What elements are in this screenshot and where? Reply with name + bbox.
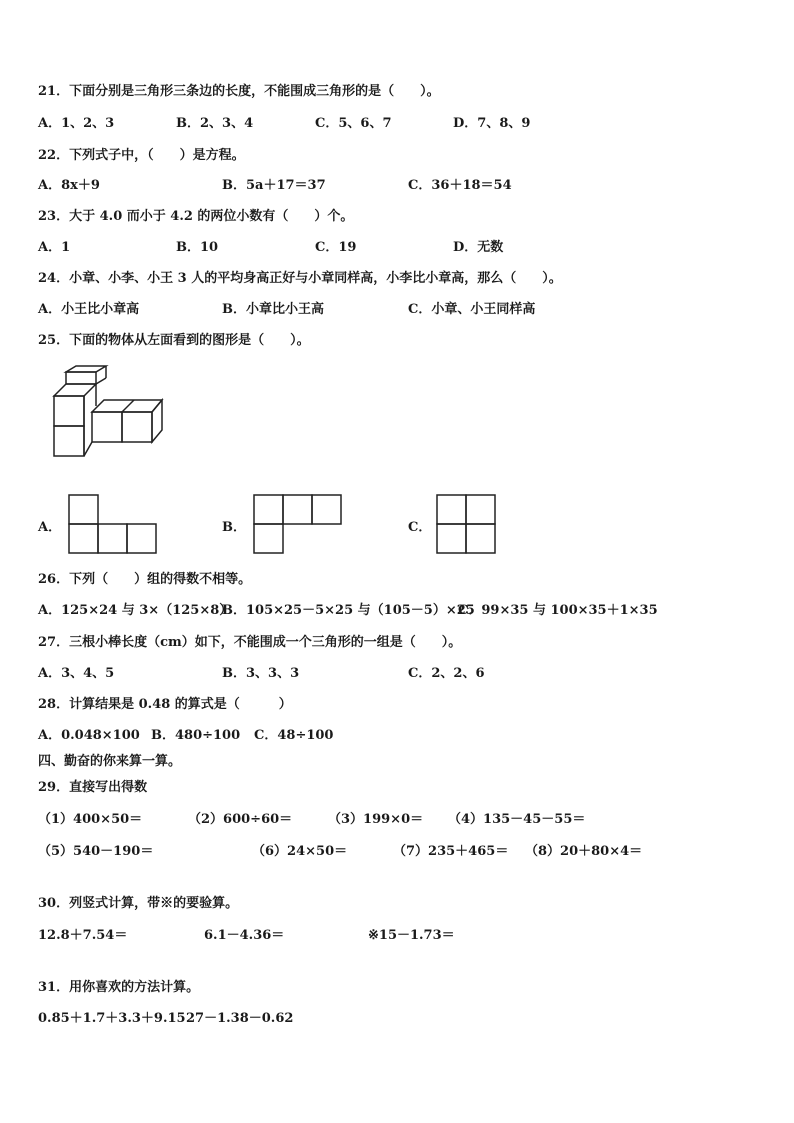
- q24-option-a[interactable]: A．小王比小章高: [38, 302, 140, 317]
- q25-option-b-figure[interactable]: [253, 494, 343, 554]
- q28-option-a[interactable]: A．0.048×100: [38, 728, 140, 743]
- q25-option-c-figure[interactable]: [436, 494, 496, 554]
- q21-stem: 21．下面分别是三角形三条边的长度，不能围成三角形的是（ ）。: [38, 84, 440, 99]
- q26-option-a[interactable]: A．125×24 与 3×（125×8）: [38, 603, 233, 618]
- q24-option-c[interactable]: C．小章、小王同样高: [408, 302, 536, 317]
- q25-option-a-label[interactable]: A．: [38, 520, 62, 535]
- q27-stem: 27．三根小棒长度（cm）如下，不能围成一个三角形的一组是（ ）。: [38, 635, 462, 650]
- q23-stem: 23．大于 4.0 而小于 4.2 的两位小数有（ ）个。: [38, 209, 354, 224]
- q30-stem: 30．列竖式计算，带※的要验算。: [38, 896, 239, 911]
- q28-option-c[interactable]: C．48÷100: [254, 728, 334, 743]
- q26-stem: 26．下列（ ）组的得数不相等。: [38, 572, 252, 587]
- q31-item-2: 27－1.38－0.62: [186, 1011, 294, 1026]
- q31-item-1: 0.85＋1.7＋3.3＋9.15: [38, 1011, 186, 1026]
- q25-object-figure: [50, 366, 165, 458]
- q27-option-a[interactable]: A．3、4、5: [38, 666, 115, 681]
- q28-option-b[interactable]: B．480÷100: [151, 728, 241, 743]
- q26-option-b[interactable]: B．105×25－5×25 与（105－5）×25: [222, 603, 475, 618]
- q23-option-c[interactable]: C．19: [315, 240, 357, 255]
- q21-option-d[interactable]: D．7、8、9: [453, 116, 531, 131]
- q21-option-b[interactable]: B．2、3、4: [176, 116, 254, 131]
- q29-item-2: （2）600÷60＝: [188, 812, 293, 827]
- q25-option-b-label[interactable]: B．: [222, 520, 246, 535]
- q23-option-b[interactable]: B．10: [176, 240, 219, 255]
- q22-option-a[interactable]: A．8x＋9: [38, 178, 100, 193]
- q29-item-5: （5）540－190＝: [38, 844, 154, 859]
- q29-item-4: （4）135－45－55＝: [448, 812, 586, 827]
- q26-option-c[interactable]: C．99×35 与 100×35＋1×35: [458, 603, 658, 618]
- q29-item-7: （7）235＋465＝: [393, 844, 509, 859]
- q27-option-b[interactable]: B．3、3、3: [222, 666, 300, 681]
- q22-stem: 22．下列式子中，（ ）是方程。: [38, 148, 245, 163]
- q22-option-c[interactable]: C．36＋18＝54: [408, 178, 512, 193]
- q21-option-c[interactable]: C．5、6、7: [315, 116, 392, 131]
- section-4-title: 四、勤奋的你来算一算。: [38, 754, 182, 769]
- q29-stem: 29．直接写出得数: [38, 780, 148, 795]
- q30-item-1: 12.8＋7.54＝: [38, 928, 128, 943]
- q22-option-b[interactable]: B．5a＋17＝37: [222, 178, 326, 193]
- q29-item-3: （3）199×0＝: [328, 812, 424, 827]
- q25-option-a-figure[interactable]: [68, 494, 158, 554]
- q25-stem: 25．下面的物体从左面看到的图形是（ ）。: [38, 333, 310, 348]
- q29-item-6: （6）24×50＝: [252, 844, 348, 859]
- q24-option-b[interactable]: B．小章比小王高: [222, 302, 324, 317]
- q29-item-1: （1）400×50＝: [38, 812, 143, 827]
- q31-stem: 31．用你喜欢的方法计算。: [38, 980, 200, 995]
- q27-option-c[interactable]: C．2、2、6: [408, 666, 485, 681]
- q30-item-3: ※15－1.73＝: [368, 928, 455, 943]
- q29-item-8: （8）20＋80×4＝: [525, 844, 643, 859]
- q21-option-a[interactable]: A．1、2、3: [38, 116, 115, 131]
- q28-stem: 28．计算结果是 0.48 的算式是（ ）: [38, 697, 292, 712]
- q23-option-a[interactable]: A．1: [38, 240, 71, 255]
- q24-stem: 24．小章、小李、小王 3 人的平均身高正好与小章同样高，小李比小章高，那么（ ）。: [38, 271, 562, 286]
- q30-item-2: 6.1－4.36＝: [204, 928, 285, 943]
- q25-option-c-label[interactable]: C．: [408, 520, 432, 535]
- q23-option-d[interactable]: D．无数: [453, 240, 504, 255]
